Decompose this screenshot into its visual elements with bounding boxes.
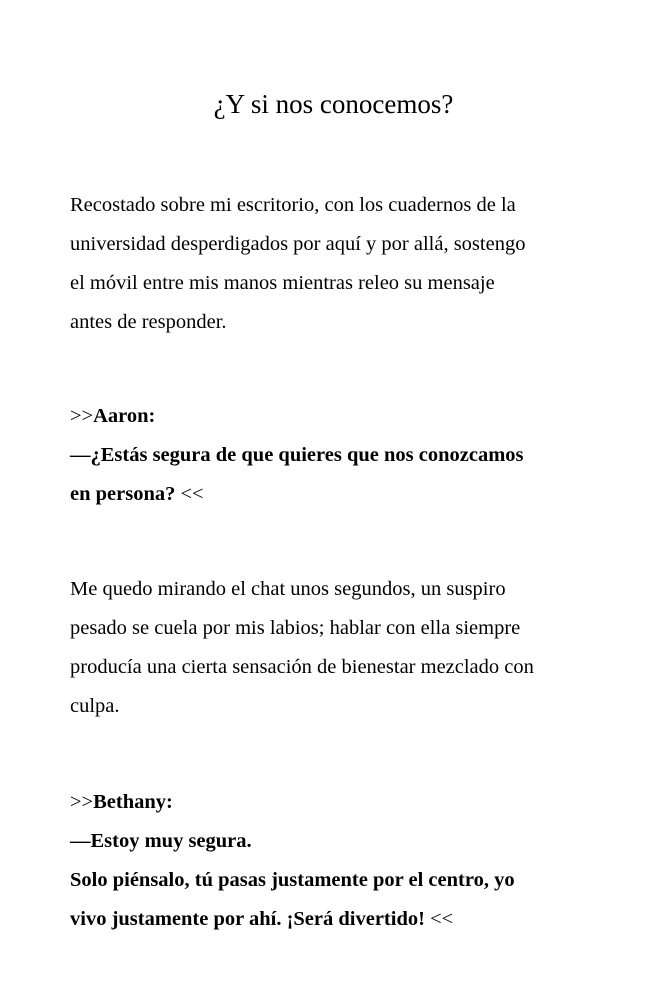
message-prefix: >> [70, 791, 94, 813]
chapter-title: ¿Y si nos conocemos? [213, 89, 454, 119]
narrative-paragraph-1 [70, 186, 610, 342]
paragraph-line: Recostado sobre mi escritorio, con los cuadernos de la [70, 194, 516, 216]
paragraph-line: pesado se cuela por mis labios; hablar con ella siempre [70, 617, 521, 639]
paragraph-line: producía una cierta sensación de bienestar mezclado con [70, 656, 534, 678]
message-sender: Aaron: [93, 405, 156, 427]
message-text: en persona? [70, 483, 176, 505]
paragraph-line: culpa. [70, 695, 120, 717]
paragraph-line: universidad desperdigados por aquí y por allá, sostengo [70, 233, 526, 255]
chat-message-aaron [70, 397, 610, 514]
message-line: —Estoy muy segura. [70, 830, 252, 852]
message-text: vivo justamente por ahí. ¡Será divertido! [70, 908, 425, 930]
message-line-last [70, 475, 610, 514]
message-line: Solo piénsalo, tú pasas justamente por el centro, yo [70, 869, 515, 891]
narrative-paragraph-2 [70, 570, 610, 726]
paragraph-line: Me quedo mirando el chat unos segundos, un suspiro [70, 578, 506, 600]
message-suffix: << [424, 908, 454, 930]
message-header [70, 783, 610, 822]
paragraph-line: el móvil entre mis manos mientras releo su mensaje [70, 272, 495, 294]
message-prefix: >> [70, 405, 94, 427]
chat-message-bethany [70, 783, 610, 939]
message-header [70, 397, 610, 436]
message-sender: Bethany: [93, 791, 173, 813]
message-line-last [70, 900, 610, 939]
message-line: —¿Estás segura de que quieres que nos conozcamos [70, 444, 524, 466]
paragraph-line: antes de responder. [70, 311, 227, 333]
message-suffix: << [175, 483, 204, 505]
